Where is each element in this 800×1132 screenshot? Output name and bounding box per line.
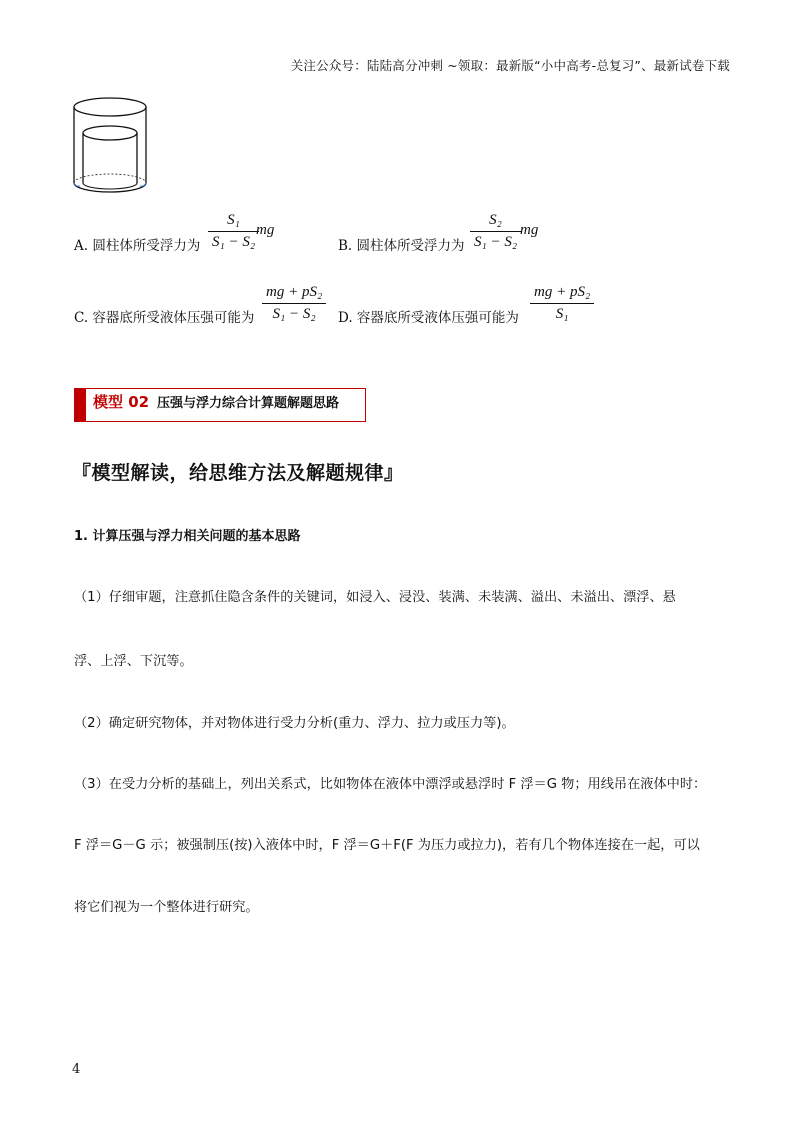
cylinder-container-figure: [70, 95, 155, 204]
option-b-label: B. 圆柱体所受浮力为: [338, 238, 465, 254]
option-c-denominator: S₁ − S₂: [262, 303, 326, 323]
paragraph-line-3: （2）确定研究物体，并对物体进行受力分析(重力、浮力、拉力或压力等)。: [74, 716, 515, 731]
option-a-fraction: [208, 212, 259, 251]
option-b-fraction: [470, 212, 521, 251]
option-c-numerator: mg + pS₂: [266, 284, 323, 300]
option-c-fraction: [262, 284, 326, 323]
model-title: 压强与浮力综合计算题解题思路: [157, 396, 340, 411]
paragraph-line-1: （1）仔细审题，注意抓住隐含条件的关键词，如浸入、浸没、装满、未装满、溢出、未溢出、漂浮、悬: [74, 590, 676, 605]
section-title: 『模型解读，给思维方法及解题规律』: [72, 462, 404, 484]
sub-title: 1. 计算压强与浮力相关问题的基本思路: [74, 529, 301, 544]
paragraph-line-4: （3）在受力分析的基础上，列出关系式，比如物体在液体中漂浮或悬浮时 F 浮＝G 物；用线吊在液体中时：: [74, 777, 707, 792]
option-a-label: A. 圆柱体所受浮力为: [74, 238, 201, 254]
option-c-label: C. 容器底所受液体压强可能为: [74, 310, 255, 326]
option-a-tail: mg: [256, 222, 275, 238]
model-tag: 模型 02: [93, 393, 150, 411]
model-heading-bar: [74, 388, 86, 422]
option-b-numerator: S₂: [489, 212, 502, 228]
page-number: 4: [72, 1062, 81, 1077]
option-b-denominator: S₁ − S₂: [470, 231, 521, 251]
option-d-numerator: mg + pS₂: [534, 284, 591, 300]
option-d-label: D. 容器底所受液体压强可能为: [338, 310, 519, 326]
paragraph-line-6: 将它们视为一个整体进行研究。: [74, 900, 259, 915]
option-a-numerator: S₁: [227, 212, 240, 228]
option-d-fraction: [530, 284, 594, 323]
paragraph-line-2: 浮、上浮、下沉等。: [74, 654, 193, 669]
option-a-denominator: S₁ − S₂: [208, 231, 259, 251]
page-header: 关注公众号：陆陆高分冲刺 ~领取：最新版“小中高考-总复习”、最新试卷下载: [290, 58, 730, 73]
option-b-tail: mg: [520, 222, 539, 238]
option-d-denominator: S₁: [530, 303, 594, 323]
paragraph-line-5: F 浮＝G－G 示；被强制压(按)入液体中时，F 浮＝G＋F(F 为压力或拉力)，若有几个物体连接在一起，可以: [74, 838, 700, 853]
